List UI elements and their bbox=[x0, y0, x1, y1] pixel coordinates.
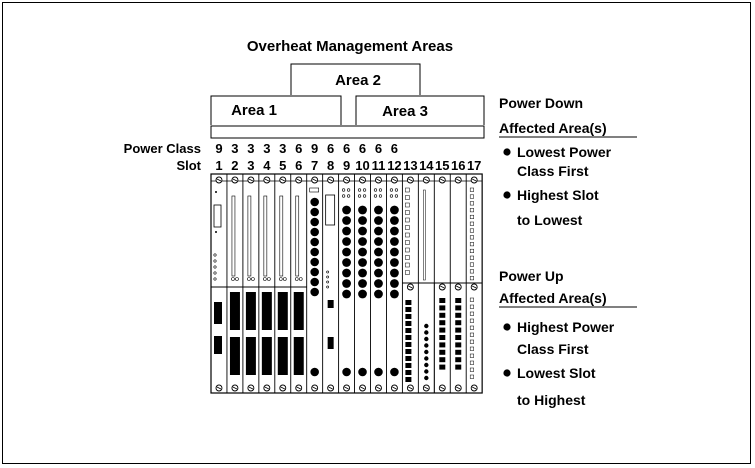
slot-card bbox=[323, 174, 335, 393]
power-up-bullet-1: Highest Power bbox=[517, 319, 615, 335]
power-down-bullet-2: Highest Slot bbox=[517, 187, 599, 203]
slot-card bbox=[466, 174, 477, 393]
slot-number: 6 bbox=[295, 158, 303, 173]
slot-card bbox=[434, 174, 445, 393]
power-up-section bbox=[499, 268, 637, 408]
slot-card bbox=[371, 174, 383, 393]
power-up-bullet-2: Lowest Slot bbox=[517, 365, 596, 381]
slot-card bbox=[355, 174, 367, 393]
power-down-heading-2: Affected Area(s) bbox=[499, 120, 607, 136]
area-2-label: Area 2 bbox=[335, 72, 381, 89]
power-down-heading: Power Down bbox=[499, 95, 584, 111]
power-class-value: 9 bbox=[311, 141, 319, 156]
power-class-value: 3 bbox=[247, 141, 255, 156]
slot-number: 5 bbox=[279, 158, 287, 173]
power-class-value: 6 bbox=[342, 141, 351, 156]
bullet-icon bbox=[503, 191, 510, 198]
slot-card bbox=[243, 174, 256, 393]
power-class-value: 9 bbox=[215, 141, 223, 156]
slot-number: 1 bbox=[215, 158, 223, 173]
slot-label: Slot bbox=[176, 158, 201, 173]
slot-card bbox=[402, 174, 413, 393]
slot-number: 16 bbox=[450, 158, 466, 173]
slot-number: 17 bbox=[466, 158, 482, 173]
power-down-bullet-1b: Class First bbox=[517, 163, 589, 179]
power-class-value: 6 bbox=[374, 141, 383, 156]
power-class-value: 3 bbox=[279, 141, 287, 156]
area-3-label: Area 3 bbox=[382, 103, 428, 120]
power-class-value: 6 bbox=[327, 141, 335, 156]
power-class-values bbox=[215, 141, 398, 156]
area-1-label: Area 1 bbox=[231, 102, 277, 119]
power-up-bullet-2b: to Highest bbox=[517, 392, 586, 408]
slot-number: 8 bbox=[327, 158, 335, 173]
power-up-bullet-1b: Class First bbox=[517, 341, 589, 357]
slot-number: 12 bbox=[387, 158, 402, 173]
power-down-bullet-1: Lowest Power bbox=[517, 144, 612, 160]
slot-number: 13 bbox=[403, 158, 418, 173]
bullet-icon bbox=[503, 323, 510, 330]
slot-number: 3 bbox=[247, 158, 255, 173]
power-up-heading-2: Affected Area(s) bbox=[499, 290, 607, 306]
slot-card bbox=[339, 174, 351, 393]
bullet-icon bbox=[503, 148, 510, 155]
power-class-value: 3 bbox=[263, 141, 271, 156]
slot-card bbox=[275, 174, 288, 393]
rack-top-strip bbox=[211, 126, 484, 138]
bullet-icon bbox=[503, 369, 510, 376]
slot-number: 15 bbox=[435, 158, 450, 173]
power-class-value: 3 bbox=[231, 141, 239, 156]
slot-card bbox=[211, 174, 222, 393]
power-class-value: 6 bbox=[358, 141, 367, 156]
slot-number: 14 bbox=[419, 158, 434, 173]
slot-number: 4 bbox=[263, 158, 271, 173]
slot-card bbox=[386, 174, 398, 393]
slot-number: 7 bbox=[311, 158, 319, 173]
slot-number: 2 bbox=[231, 158, 239, 173]
rack-chassis bbox=[211, 174, 482, 393]
power-down-bullet-2b: to Lowest bbox=[517, 212, 583, 228]
slot-card bbox=[291, 174, 304, 393]
slot-number: 11 bbox=[371, 158, 386, 173]
slot-card bbox=[450, 174, 461, 393]
slot-card bbox=[227, 174, 240, 393]
diagram-title: Overheat Management Areas bbox=[246, 38, 454, 55]
slot-card bbox=[418, 174, 434, 393]
power-class-value: 6 bbox=[390, 141, 399, 156]
power-class-value: 6 bbox=[295, 141, 303, 156]
slot-card bbox=[307, 174, 319, 393]
power-up-heading: Power Up bbox=[499, 268, 564, 284]
slot-card bbox=[259, 174, 272, 393]
slot-numbers bbox=[215, 158, 481, 173]
slot-number: 10 bbox=[355, 158, 370, 173]
power-class-label: Power Class bbox=[123, 141, 201, 156]
power-down-section bbox=[499, 95, 637, 228]
slot-number: 9 bbox=[342, 158, 351, 173]
